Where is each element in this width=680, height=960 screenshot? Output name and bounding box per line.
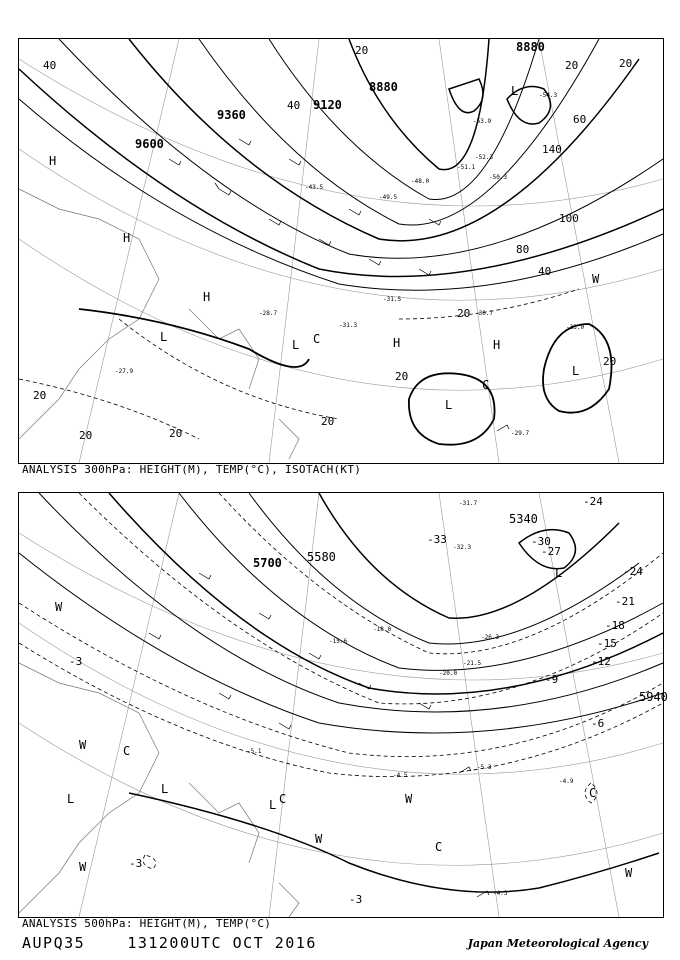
height-label: 8880 xyxy=(369,80,398,94)
isotach-label: 60 xyxy=(573,113,587,126)
height-label: 5700 xyxy=(253,556,282,570)
low-marker: L xyxy=(572,364,580,378)
station-value: -18.0 xyxy=(373,626,392,633)
isotherm-label: -6 xyxy=(591,717,605,730)
cold-marker: C xyxy=(435,840,443,854)
height-label: 8880 xyxy=(516,40,545,54)
station-value: -52.3 xyxy=(475,154,494,161)
isotach-label: 40 xyxy=(538,265,552,278)
warm-marker: W xyxy=(315,832,323,846)
station-value: -30.7 xyxy=(475,310,494,317)
map-300hpa-canvas xyxy=(19,39,663,463)
height-label: 5580 xyxy=(307,550,336,564)
map-300hpa xyxy=(18,38,664,464)
low-marker: L xyxy=(445,398,453,412)
warm-marker: W xyxy=(625,866,633,880)
station-value: -31.5 xyxy=(383,296,402,303)
warm-marker: W xyxy=(55,600,63,614)
isotherm-label: -12 xyxy=(591,655,611,668)
warm-marker: W xyxy=(79,738,87,752)
station-value: -4.9 xyxy=(559,778,574,785)
isotherm-label: -33 xyxy=(427,533,447,546)
cold-marker: C xyxy=(313,332,321,346)
height-label: 9600 xyxy=(135,137,164,151)
caption-300hpa: ANALYSIS 300hPa: HEIGHT(M), TEMP(°C), ISOTACH(KT) xyxy=(22,463,362,476)
low-marker: L xyxy=(292,338,300,352)
warm-marker: W xyxy=(79,860,87,874)
isotach-label: 140 xyxy=(542,143,562,156)
low-marker: L xyxy=(161,782,169,796)
isotherm-label: -24 xyxy=(623,565,643,578)
station-temps xyxy=(247,500,574,897)
warm-marker: W xyxy=(592,272,600,286)
station-value: -31.7 xyxy=(459,500,478,507)
station-value: -21.5 xyxy=(463,660,482,667)
high-marker: H xyxy=(393,336,401,350)
height-label: 5340 xyxy=(509,512,538,526)
height-label: 9360 xyxy=(217,108,246,122)
isotherm-label: -3 xyxy=(129,857,143,870)
station-value: -53.9 xyxy=(473,118,492,125)
station-value: -43.5 xyxy=(305,184,324,191)
station-value: -26.3 xyxy=(481,634,500,641)
isotherm-labels xyxy=(69,495,643,906)
isotherm-label: -3 xyxy=(349,893,363,906)
station-value: -32.3 xyxy=(453,544,472,551)
height-contours xyxy=(19,493,663,892)
station-value: -4.5 xyxy=(393,772,408,779)
height-label: 5940 xyxy=(639,690,668,704)
isotherm-label: -21 xyxy=(615,595,635,608)
isotach-label: 20 xyxy=(565,59,579,72)
high-marker: H xyxy=(123,231,131,245)
station-value: -48.0 xyxy=(411,178,430,185)
cold-marker: C xyxy=(589,786,597,800)
isotherm-contours xyxy=(19,493,663,869)
product-code: AUPQ35 xyxy=(22,934,86,952)
isotherm-label: -18 xyxy=(605,619,625,632)
isotach-label: 20 xyxy=(321,415,335,428)
isotach-label: 20 xyxy=(169,427,183,440)
high-marker: H xyxy=(203,290,211,304)
station-value: -27.9 xyxy=(115,368,134,375)
isotherm-label: -27 xyxy=(541,545,561,558)
isotach-label: 20 xyxy=(619,57,633,70)
coastlines xyxy=(19,189,299,459)
station-temps xyxy=(115,92,587,437)
station-value: -50.3 xyxy=(489,174,508,181)
isotach-label: 40 xyxy=(287,99,301,112)
station-value: -54.3 xyxy=(539,92,558,99)
station-value: -28.7 xyxy=(259,310,278,317)
high-marker: H xyxy=(493,338,501,352)
height-labels xyxy=(253,512,668,704)
isotherm-label: -15 xyxy=(597,637,617,650)
station-value: -5.1 xyxy=(247,748,262,755)
valid-time: 131200UTC OCT 2016 xyxy=(127,934,317,952)
station-value: -5.3 xyxy=(477,764,492,771)
coastlines xyxy=(19,663,299,917)
cold-marker: C xyxy=(482,378,490,392)
isotach-label: 20 xyxy=(395,370,409,383)
map-500hpa xyxy=(18,492,668,918)
isotach-label: 20 xyxy=(457,307,471,320)
low-marker: L xyxy=(269,798,277,812)
cold-marker: C xyxy=(279,792,287,806)
cold-marker: C xyxy=(123,744,131,758)
station-value: -33.0 xyxy=(566,324,585,331)
isotach-label: 20 xyxy=(33,389,47,402)
height-contours xyxy=(19,39,663,290)
high-marker: H xyxy=(49,154,57,168)
station-value: -4.3 xyxy=(493,890,508,897)
lat-lon-grid xyxy=(19,493,663,917)
isotach-label: 40 xyxy=(43,59,57,72)
isotherm-label: -3 xyxy=(69,655,83,668)
isotach-label: 100 xyxy=(559,212,579,225)
low-marker: L xyxy=(67,792,75,806)
station-value: -31.3 xyxy=(339,322,358,329)
isotach-label: 20 xyxy=(355,44,369,57)
agency-name: Japan Meteorological Agency xyxy=(467,937,648,950)
isotach-label: 80 xyxy=(516,243,530,256)
low-marker: L xyxy=(160,330,168,344)
product-code-line xyxy=(22,934,317,952)
caption-500hpa: ANALYSIS 500hPa: HEIGHT(M), TEMP(°C) xyxy=(22,917,272,930)
jet-cores xyxy=(79,309,612,445)
isotach-label: 20 xyxy=(79,429,93,442)
station-value: -29.7 xyxy=(511,430,530,437)
station-value: -49.5 xyxy=(379,194,398,201)
isotach-label: 20 xyxy=(603,355,617,368)
station-value: -15.6 xyxy=(329,638,348,645)
isotherm-label: -30 xyxy=(531,535,551,548)
low-marker: L xyxy=(511,84,519,98)
station-value: -20.0 xyxy=(439,670,458,677)
isotherm-label: -9 xyxy=(545,673,559,686)
warm-marker: W xyxy=(405,792,413,806)
station-value: -51.1 xyxy=(457,164,476,171)
isotherm-label: -24 xyxy=(583,495,603,508)
low-marker: L xyxy=(555,566,563,580)
map-500hpa-canvas xyxy=(19,493,668,917)
height-label: 9120 xyxy=(313,98,342,112)
